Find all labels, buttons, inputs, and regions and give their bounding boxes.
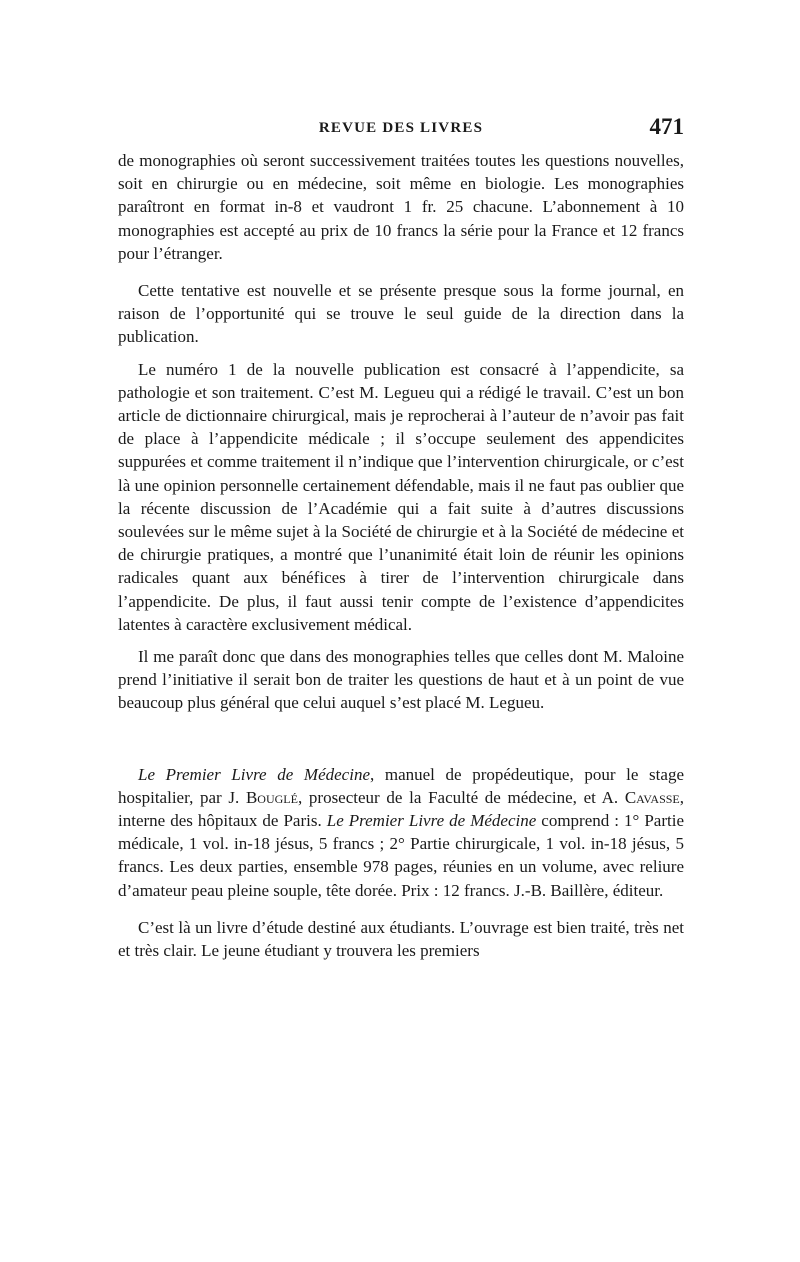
author-name: Cavasse [624,787,680,807]
book-title: Le Premier Livre de Médecine [138,764,370,784]
review-text: , interne des hôpitaux de Paris. [118,787,684,831]
running-head [118,116,684,144]
paragraph-numero-1: Le numéro 1 de la nouvelle publication est consacré à l’appendicite, sa pathologie et son traitement. C’est M. Legueu qui a rédigé le travail. C’est un bon article de dictionnaire chirurgical, mais je reprocherai à l’auteur de n’avoir pas fait de place à l’appendicite médicale ; il s’occupe seulement des appendicites suppurées et comme traitement il n’indique que l’intervention chirurgicale, or c’est là une opinion personnelle certainement défendable, mais il ne faut pas oublier que la récente discussion de l’Académie qui a fait suite à d’autres discussions soulevées sur le même sujet à la Société de chirurgie et à la Société de médecine et de chirurgie pratiques, a montré que l’unanimité était loin de réunir les opinions radicales quant aux bénéfices à tirer de l’intervention chirurgicale dans l’appendicite. De plus, il faut aussi tenir compte de l’existence d’appendicites latentes à caractère exclusivement médical. [118,359,684,634]
paragraph-conclusion: Il me paraît donc que dans des monographies telles que celles dont M. Maloine prend l’initiative il serait bon de traiter les questions de haut et à un point de vue beaucoup plus général que celui auquel s’est placé M. Legueu. [118,647,684,713]
paragraph-livre-etude: C’est là un livre d’étude destiné aux étudiants. L’ouvrage est bien traité, très net et très clair. Le jeune étudiant y trouvera les premiers [118,917,684,961]
review-text: , prosecteur de la Faculté de médecine, et A. [297,787,625,807]
page-number: 471 [649,114,684,139]
review-text: , manuel de propédeutique, pour le stage hospitalier, par J. [118,764,684,807]
running-title: REVUE DES LIVRES [318,120,484,136]
author-name: Bouglé [245,787,298,807]
paragraph-tentative: Cette tentative est nouvelle et se présente presque sous la forme journal, en raison de l’opportunité qui se trouve le seul guide de la direction dans la publication. [118,281,684,347]
review-text: comprend : 1° Partie médicale, 1 vol. in-18 jésus, 5 francs ; 2° Partie chirurgicale, 1 vol. in-18 jésus, 5 francs. Les deux parties, ensemble 978 pages, réunies en un volume, avec reliure d’amateur peau pleine souple, tête dorée. Prix : 12 francs. J.-B. Baillère, éditeur. [118,811,684,900]
book-title: Le Premier Livre de Médecine [326,811,537,831]
paragraph-continuation: de monographies où seront successivement traitées toutes les questions nouvelles, soit en chirurgie ou en médecine, soit même en biologie. Les monographies paraîtront en format in-8 et vaudront 1 fr. 25 chacune. L’abonnement à 10 monographies est accepté au prix de 10 francs la série pour la France et 12 francs pour l’étranger. [118,151,684,263]
body-text [118,149,684,962]
book-review-entry [118,763,684,902]
